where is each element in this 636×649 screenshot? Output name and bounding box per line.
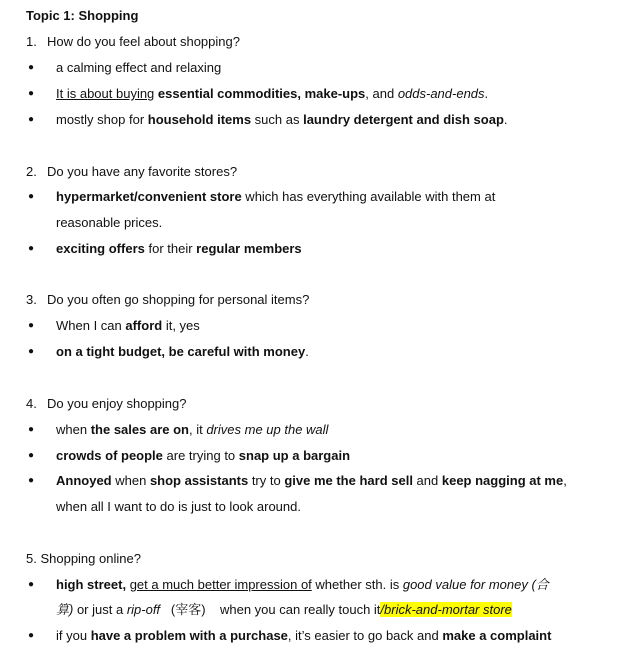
bullet-icon: ● <box>28 88 35 99</box>
page-title: Topic 1: Shopping <box>26 8 139 23</box>
answer-line: a calming effect and relaxing <box>56 60 222 75</box>
answer-line: hypermarket/convenient store which has everything available with them at <box>56 189 496 204</box>
answer-line: Annoyed when shop assistants try to give me the hard sell and keep nagging at me, <box>56 473 567 488</box>
answer-line-continued: reasonable prices. <box>56 215 163 230</box>
bullet-icon: ● <box>28 346 35 357</box>
question-text: 5. Shopping online? <box>26 551 141 566</box>
bullet-icon: ● <box>28 450 35 461</box>
bullet-icon: ● <box>28 62 35 73</box>
bullet-icon: ● <box>28 320 35 331</box>
answer-line: high street, get a much better impression of whether sth. is good value for money (合 <box>56 577 549 592</box>
answer-line: on a tight budget, be careful with money. <box>56 344 309 359</box>
bullet-icon: ● <box>28 191 35 202</box>
bullet-icon: ● <box>28 424 35 435</box>
question-text: Do you often go shopping for personal items? <box>47 292 310 307</box>
question-number: 2. <box>26 164 37 179</box>
answer-line: mostly shop for household items such as laundry detergent and dish soap. <box>56 112 508 127</box>
bullet-icon: ● <box>28 630 35 641</box>
highlighted-phrase: /brick-and-mortar store <box>380 602 512 617</box>
question-number: 4. <box>26 396 37 411</box>
answer-line: It is about buying essential commodities, make-ups, and odds-and-ends. <box>56 86 489 101</box>
answer-line: exciting offers for their regular members <box>56 241 302 256</box>
bullet-icon: ● <box>28 243 35 254</box>
answer-line: When I can afford it, yes <box>56 318 200 333</box>
answer-line: crowds of people are trying to snap up a bargain <box>56 448 351 463</box>
answer-line: when the sales are on, it drives me up the wall <box>56 422 329 437</box>
answer-line-continued: 算) or just a rip-off (宰客) when you can really touch it/brick-and-mortar store <box>56 602 512 617</box>
question-text: Do you have any favorite stores? <box>47 164 238 179</box>
question-number: 1. <box>26 34 37 49</box>
answer-line: if you have a problem with a purchase, it’s easier to go back and make a complaint <box>56 628 552 643</box>
bullet-icon: ● <box>28 114 35 125</box>
question-number: 3. <box>26 292 37 307</box>
question-text: Do you enjoy shopping? <box>47 396 187 411</box>
bullet-icon: ● <box>28 579 35 590</box>
bullet-icon: ● <box>28 475 35 486</box>
answer-line-continued: when all I want to do is just to look around. <box>56 499 301 514</box>
question-text: How do you feel about shopping? <box>47 34 240 49</box>
